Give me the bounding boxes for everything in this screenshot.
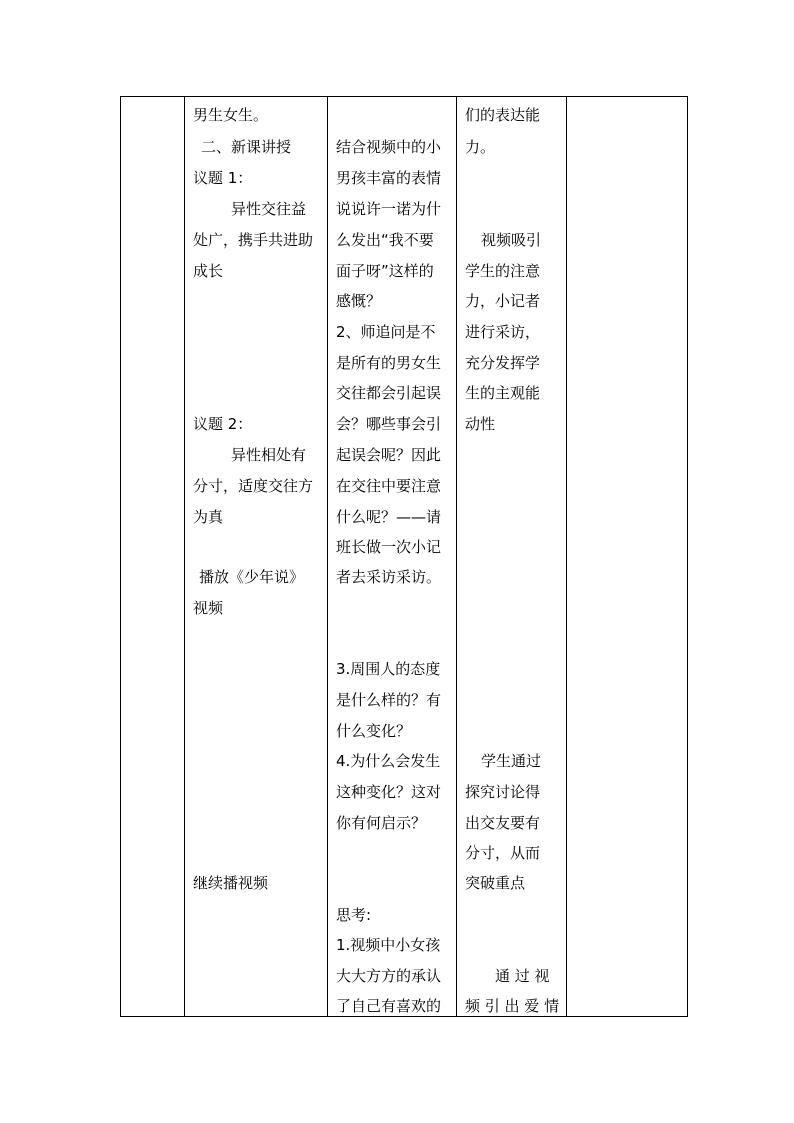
text-line: 视频 [193,599,224,617]
topic-label: 议题 2： [193,415,253,433]
column-3-activities [328,97,456,1016]
text-line: 2、师追问是不 [336,323,436,341]
text-line: 这种变化？这对 [336,783,442,801]
text-line: 通 过 视 [495,967,550,985]
text-line: 思考: [336,906,372,924]
text-line: 力，小记者 [465,292,541,310]
text-line: 是所有的男女生 [336,354,442,372]
text-line: 学生的注意 [465,262,541,280]
text-line: 充分发挥学 [465,354,541,372]
text-line: 男孩丰富的表情 [336,169,442,187]
text-line: 3.周围人的态度 [336,660,441,678]
column-2-teaching-content [185,97,327,1016]
text-line: 起误会呢？因此 [336,446,442,464]
text-line: 们的表达能 [465,106,541,124]
text-line: 你有何启示？ [336,814,427,832]
text-line: 出交友要有 [465,814,541,832]
text-line: 成长 [193,262,224,280]
column-4-design-intent [457,97,566,1016]
text-line: 什么呢？——请 [336,508,442,526]
text-line: 突破重点 [465,874,526,892]
text-line: 力。 [465,138,496,156]
text-line: 会？哪些事会引 [336,415,442,433]
text-line: 大大方方的承认 [336,967,442,985]
text-line: 在交往中要注意 [336,477,442,495]
text-line: 说说许一诺为什 [336,200,442,218]
text-line: 么发出“我不要 [336,231,434,249]
text-line: 4.为什么会发生 [336,752,441,770]
text-line: 分寸，适度交往方 [193,477,314,495]
text-line: 交往都会引起误 [336,384,442,402]
section-heading: 二、新课讲授 [201,138,292,156]
text-line: 动性 [465,415,496,433]
text-line: 了自己有喜欢的 [336,997,442,1015]
text-line: 异性交往益 [231,200,307,218]
column-5-cell [567,97,687,1016]
text-line: 异性相处有 [231,446,307,464]
text-line: 班长做一次小记 [336,538,442,556]
text-line: 学生通过 [481,752,542,770]
text-line: 处广，携手共进助 [193,231,314,249]
text-line: 继续播视频 [193,874,269,892]
topic-label: 议题 1： [193,169,253,187]
text-line: 面子呀”这样的 [336,262,434,280]
text-line: 探究讨论得 [465,783,541,801]
text-line: 男生女生。 [193,106,269,124]
text-line: 生的主观能 [465,384,541,402]
text-line: 1.视频中小女孩 [336,936,441,954]
text-line: 播放《少年说》 [199,568,305,586]
text-line: 什么变化？ [336,722,412,740]
text-line: 感慨？ [336,292,382,310]
text-line: 视频吸引 [481,231,542,249]
text-line: 是什么样的？有 [336,691,442,709]
text-line: 者去采访采访。 [336,568,442,586]
text-line: 结合视频中的小 [336,138,442,156]
text-line: 进行采访， [465,323,541,341]
text-line: 频 引 出 爱 情 [465,997,560,1015]
column-1-cell [121,97,184,1016]
text-line: 为真 [193,508,224,526]
text-line: 分寸，从而 [465,844,541,862]
lesson-plan-table [120,96,688,1017]
